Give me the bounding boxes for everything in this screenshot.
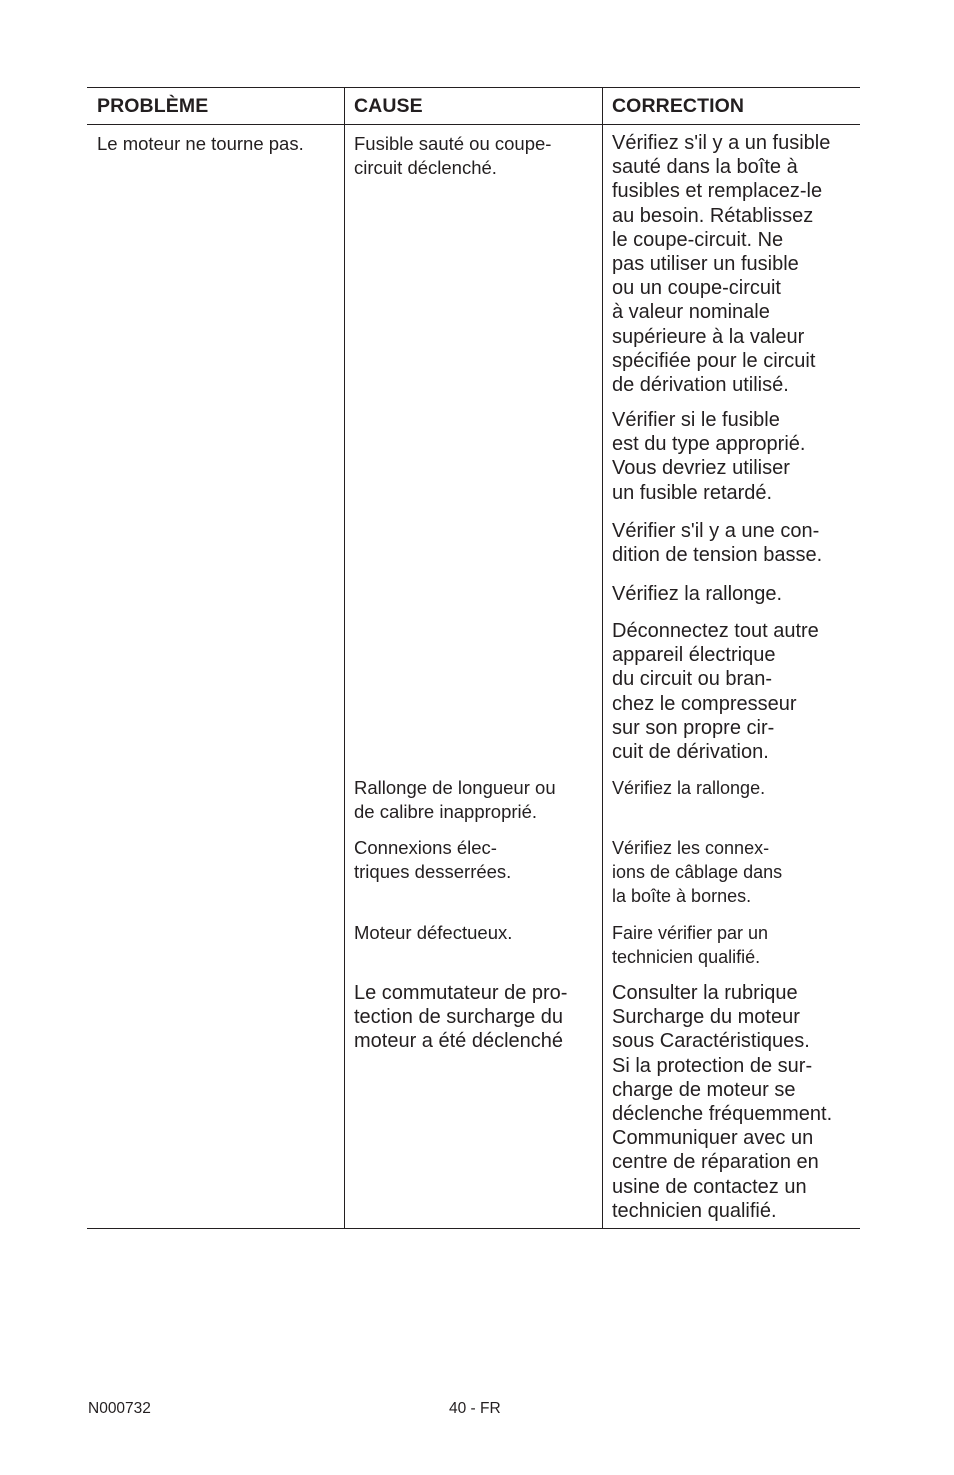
page-number: 40 - FR xyxy=(449,1400,501,1417)
correction-cell: Vérifiez la rallonge. xyxy=(612,583,783,605)
column-divider-2 xyxy=(602,88,603,1228)
cause-cell: Le commutateur de pro- tection de surcharge du moteur a été déclenché xyxy=(354,982,568,1053)
header-correction: CORRECTION xyxy=(612,95,745,117)
cause-cell: Rallonge de longueur ou de calibre inapproprié. xyxy=(354,777,556,822)
header-problem: PROBLÈME xyxy=(97,95,209,117)
column-divider-1 xyxy=(344,88,345,1228)
header-cause: CAUSE xyxy=(354,95,423,117)
correction-cell: Déconnectez tout autre appareil électrique du circuit ou bran- chez le compresseur sur son propre cir- cuit de dérivation. xyxy=(612,620,819,764)
correction-cell: Vérifier s'il y a une con- dition de tension basse. xyxy=(612,520,823,567)
correction-cell: Consulter la rubrique Surcharge du moteur sous Caractéristiques. Si la protection de sur- charge de moteur se déclenche fréquemment. Communiquer avec un centre de réparation en usine de contactez un technicien qualifié. xyxy=(612,982,833,1222)
cause-cell: Connexions élec- triques desserrées. xyxy=(354,837,512,882)
correction-cell: Vérifier si le fusible est du type approprié. Vous devriez utiliser un fusible retardé. xyxy=(612,409,806,504)
correction-cell: Vérifiez la rallonge. xyxy=(612,778,766,798)
header-divider xyxy=(87,124,860,125)
cause-cell: Fusible sauté ou coupe- circuit déclenché. xyxy=(354,133,552,178)
problem-cell: Le moteur ne tourne pas. xyxy=(97,133,304,154)
cause-cell: Moteur défectueux. xyxy=(354,922,513,943)
correction-cell: Vérifiez s'il y a un fusible sauté dans la boîte à fusibles et remplacez-le au besoin. Rétablissez le coupe-circuit. Ne pas utiliser un fusible ou un coupe-circuit à valeur nominale supérieure à la valeur spécifiée pour le circuit de dérivation utilisé. xyxy=(612,132,831,397)
correction-cell: Faire vérifier par un technicien qualifié. xyxy=(612,923,769,967)
troubleshooting-table xyxy=(87,87,860,1229)
correction-cell: Vérifiez les connex- ions de câblage dans la boîte à bornes. xyxy=(612,838,783,906)
document-number: N000732 xyxy=(88,1400,151,1417)
